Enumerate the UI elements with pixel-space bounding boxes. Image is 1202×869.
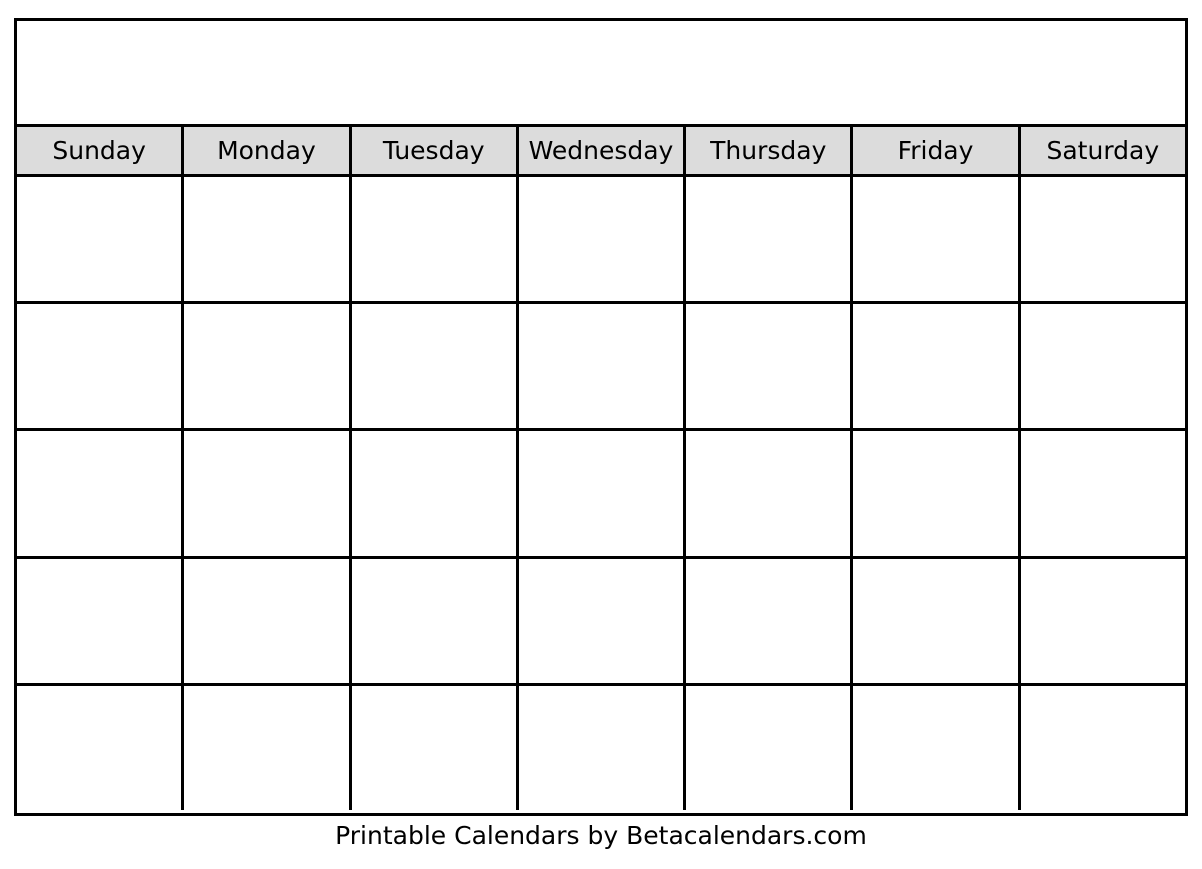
footer-credit: Printable Calendars by Betacalendars.com bbox=[335, 821, 867, 850]
weekday-header-friday bbox=[853, 127, 1020, 174]
day-cell[interactable] bbox=[1021, 177, 1185, 301]
day-cell[interactable] bbox=[686, 559, 853, 683]
calendar-table bbox=[14, 18, 1188, 816]
week-row bbox=[17, 304, 1185, 431]
day-cell[interactable] bbox=[184, 304, 351, 428]
day-cell[interactable] bbox=[352, 304, 519, 428]
weekday-label: Tuesday bbox=[382, 136, 485, 165]
weekday-header-tuesday bbox=[352, 127, 519, 174]
day-cell[interactable] bbox=[352, 177, 519, 301]
week-row bbox=[17, 431, 1185, 558]
day-cell[interactable] bbox=[17, 686, 184, 810]
day-cell[interactable] bbox=[1021, 686, 1185, 810]
day-cell[interactable] bbox=[519, 559, 686, 683]
calendar-body bbox=[17, 177, 1185, 810]
weekday-label: Friday bbox=[897, 136, 974, 165]
weekday-header-thursday bbox=[686, 127, 853, 174]
day-cell[interactable] bbox=[519, 177, 686, 301]
weekday-header-monday bbox=[184, 127, 351, 174]
week-row bbox=[17, 177, 1185, 304]
day-cell[interactable] bbox=[184, 431, 351, 555]
day-cell[interactable] bbox=[853, 559, 1020, 683]
weekday-label: Thursday bbox=[710, 136, 827, 165]
weekday-label: Saturday bbox=[1046, 136, 1160, 165]
day-cell[interactable] bbox=[17, 304, 184, 428]
day-cell[interactable] bbox=[17, 431, 184, 555]
day-cell[interactable] bbox=[1021, 559, 1185, 683]
week-row bbox=[17, 559, 1185, 686]
weekday-label: Sunday bbox=[52, 136, 146, 165]
day-cell[interactable] bbox=[352, 431, 519, 555]
day-cell[interactable] bbox=[519, 304, 686, 428]
weekday-header-saturday bbox=[1021, 127, 1185, 174]
day-cell[interactable] bbox=[1021, 304, 1185, 428]
month-title-band[interactable] bbox=[17, 21, 1185, 127]
weekday-header-wednesday bbox=[519, 127, 686, 174]
day-cell[interactable] bbox=[519, 686, 686, 810]
day-cell[interactable] bbox=[519, 431, 686, 555]
day-cell[interactable] bbox=[352, 686, 519, 810]
day-cell[interactable] bbox=[686, 431, 853, 555]
day-cell[interactable] bbox=[184, 686, 351, 810]
week-row bbox=[17, 686, 1185, 810]
day-cell[interactable] bbox=[686, 304, 853, 428]
day-cell[interactable] bbox=[352, 559, 519, 683]
day-cell[interactable] bbox=[853, 304, 1020, 428]
day-cell[interactable] bbox=[686, 177, 853, 301]
day-cell[interactable] bbox=[184, 559, 351, 683]
day-cell[interactable] bbox=[686, 686, 853, 810]
weekday-label: Wednesday bbox=[528, 136, 674, 165]
weekday-header-sunday bbox=[17, 127, 184, 174]
day-cell[interactable] bbox=[1021, 431, 1185, 555]
weekday-header-row bbox=[17, 127, 1185, 177]
day-cell[interactable] bbox=[853, 177, 1020, 301]
weekday-label: Monday bbox=[217, 136, 316, 165]
day-cell[interactable] bbox=[853, 431, 1020, 555]
day-cell[interactable] bbox=[17, 559, 184, 683]
day-cell[interactable] bbox=[184, 177, 351, 301]
day-cell[interactable] bbox=[853, 686, 1020, 810]
day-cell[interactable] bbox=[17, 177, 184, 301]
